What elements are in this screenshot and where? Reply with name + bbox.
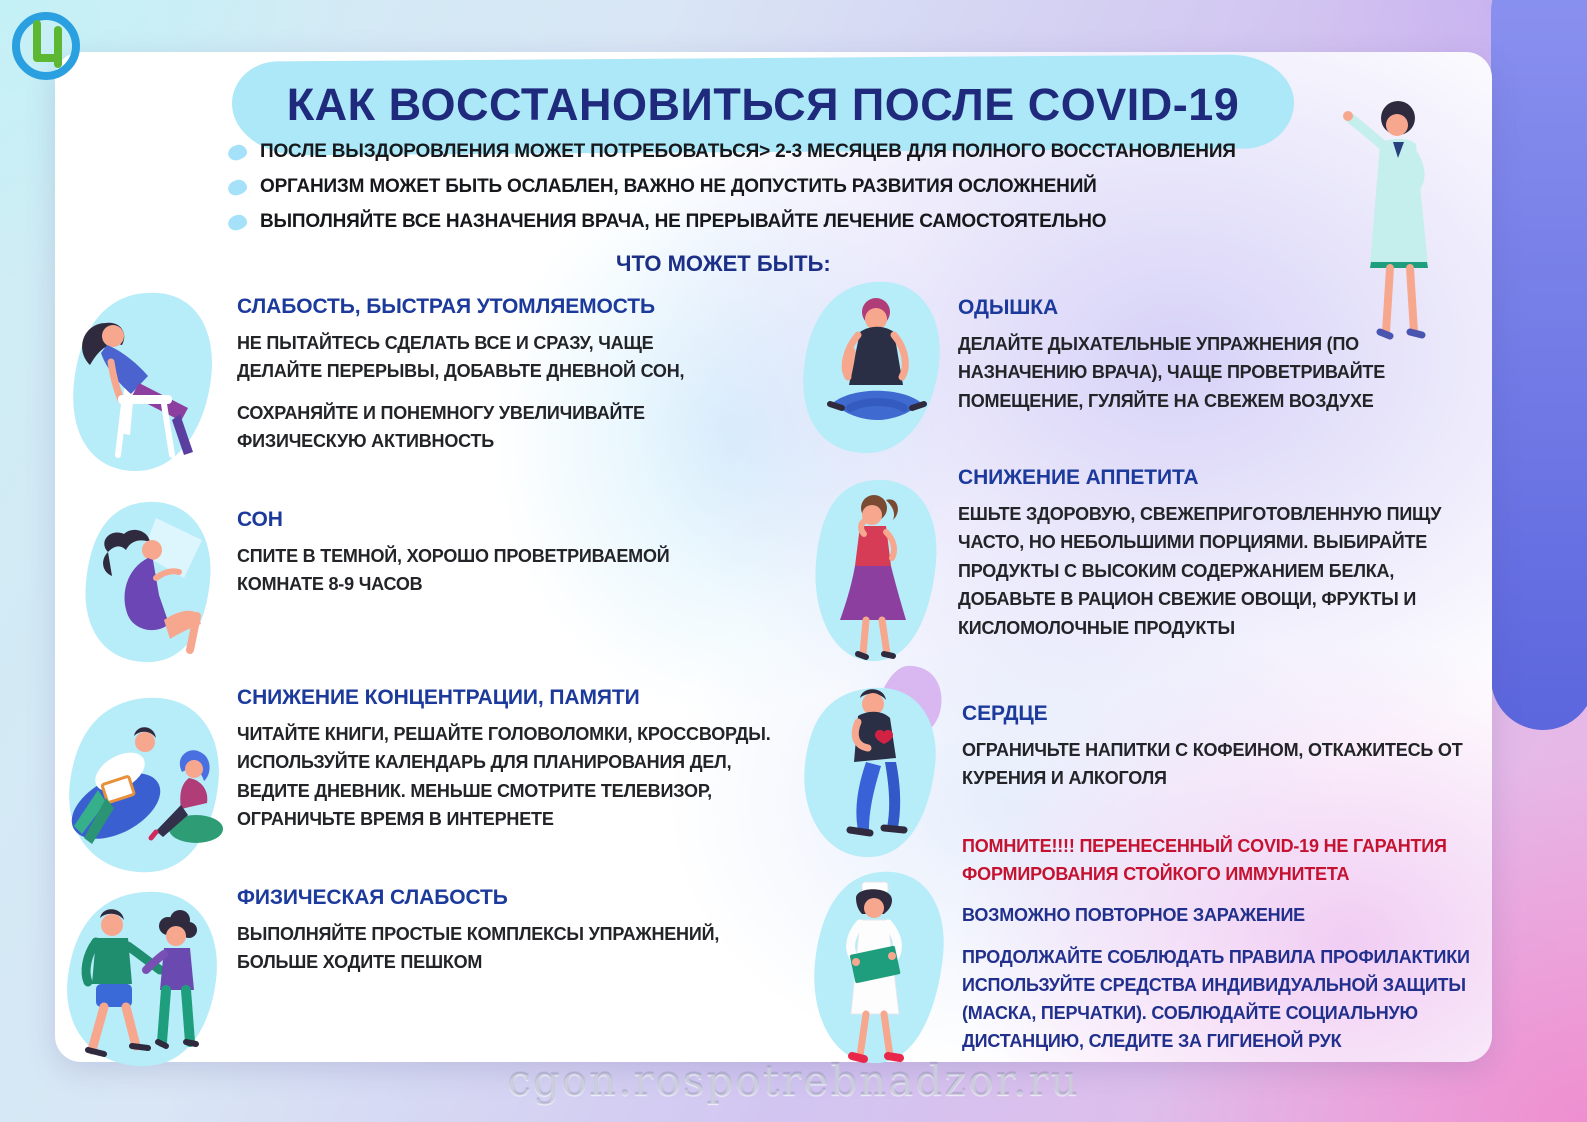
intro-bullet-text: ОРГАНИЗМ МОЖЕТ БЫТЬ ОСЛАБЛЕН, ВАЖНО НЕ ДОПУСТИТЬ РАЗВИТИЯ ОСЛОЖНЕНИЙ bbox=[260, 176, 1097, 197]
section-paragraph: ДЕЛАЙТЕ ДЫХАТЕЛЬНЫЕ УПРАЖНЕНИЯ (ПО НАЗНАЧЕНИЮ ВРАЧА), ЧАЩЕ ПРОВЕТРИВАЙТЕ ПОМЕЩЕНИЕ, ГУЛЯЙТЕ НА СВЕЖЕМ ВОЗДУХЕ bbox=[958, 334, 1386, 411]
section-physical-weakness bbox=[237, 886, 757, 990]
section-heart bbox=[962, 702, 1482, 806]
intro-bullet-text: ПОСЛЕ ВЫЗДОРОВЛЕНИЯ МОЖЕТ ПОТРЕБОВАТЬСЯ> 2-3 МЕСЯЦЕВ ДЛЯ ПОЛНОГО ВОССТАНОВЛЕНИЯ bbox=[260, 141, 1236, 162]
section-heading: СНИЖЕНИЕ КОНЦЕНТРАЦИИ, ПАМЯТИ bbox=[237, 686, 640, 709]
section-sleep bbox=[237, 508, 742, 612]
intro-bullet-row bbox=[228, 211, 1468, 233]
section-paragraph: ЕШЬТЕ ЗДОРОВУЮ, СВЕЖЕПРИГОТОВЛЕННУЮ ПИЩУ ЧАСТО, НО НЕБОЛЬШИМИ ПОРЦИЯМИ. ВЫБИРАЙТЕ ПРОДУКТЫ С ВЫСОКИМ СОДЕРЖАНИЕМ БЕЛКА, ДОБАВЬТЕ В РАЦИОН СВЕЖИЕ ОВОЩИ, ФРУКТЫ И КИСЛОМОЛОЧНЫЕ ПРОДУКТЫ bbox=[958, 504, 1442, 638]
blob-bullet-icon bbox=[227, 213, 249, 232]
section-concentration bbox=[237, 686, 782, 847]
section-paragraph: ВЫПОЛНЯЙТЕ ПРОСТЫЕ КОМПЛЕКСЫ УПРАЖНЕНИЙ, БОЛЬШЕ ХОДИТЕ ПЕШКОМ bbox=[237, 924, 720, 973]
section-heading: СЕРДЦЕ bbox=[962, 702, 1048, 725]
eating-woman-illustration bbox=[800, 468, 950, 673]
section-appetite bbox=[958, 466, 1478, 655]
section-heading: ОДЫШКА bbox=[958, 296, 1059, 319]
blob-bullet-icon bbox=[227, 143, 249, 162]
watermark-url: cgon.rospotrebnadzor.ru bbox=[507, 1056, 1080, 1105]
meditating-woman-illustration bbox=[790, 272, 955, 462]
section-heading: СНИЖЕНИЕ АППЕТИТА bbox=[958, 466, 1199, 489]
section-paragraph: ОГРАНИЧЬТЕ НАПИТКИ С КОФЕИНОМ, ОТКАЖИТЕСЬ ОТ КУРЕНИЯ И АЛКОГОЛЯ bbox=[962, 740, 1463, 789]
section-heading: СОН bbox=[237, 508, 283, 531]
section-shortness-of-breath bbox=[958, 296, 1463, 428]
blob-bullet-icon bbox=[227, 178, 249, 197]
section-paragraph: СПИТЕ В ТЕМНОЙ, ХОРОШО ПРОВЕТРИВАЕМОЙ КОМНАТЕ 8-9 ЧАСОВ bbox=[237, 546, 670, 595]
section-paragraph: СОХРАНЯЙТЕ И ПОНЕМНОГУ УВЕЛИЧИВАЙТЕ ФИЗИЧЕСКУЮ АКТИВНОСТЬ bbox=[237, 402, 645, 452]
section-paragraph: НЕ ПЫТАЙТЕСЬ СДЕЛАТЬ ВСЕ И СРАЗУ, ЧАЩЕ ДЕЛАЙТЕ ПЕРЕРЫВЫ, ДОБАВЬТЕ ДНЕВНОЙ СОН, bbox=[237, 333, 685, 382]
nurse-with-clipboard-illustration bbox=[798, 862, 958, 1077]
cgon-logo-icon bbox=[6, 6, 86, 86]
intro-bullet-row bbox=[228, 141, 1468, 163]
warning-reinfection: ВОЗМОЖНО ПОВТОРНОЕ ЗАРАЖЕНИЕ bbox=[962, 905, 1305, 925]
warning-no-immunity: ПОМНИТЕ!!!! ПЕРЕНЕСЕННЫЙ COVID-19 НЕ ГАРАНТИЯ ФОРМИРОВАНИЯ СТОЙКОГО ИММУНИТЕТА bbox=[962, 836, 1447, 884]
tired-woman-on-chair-illustration bbox=[60, 283, 228, 481]
section-weakness bbox=[237, 295, 742, 469]
subtitle-what-may-happen: ЧТО МОЖЕТ БЫТЬ: bbox=[616, 251, 831, 276]
intro-bullet-text: ВЫПОЛНЯЙТЕ ВСЕ НАЗНАЧЕНИЯ ВРАЧА, НЕ ПРЕРЫВАЙТЕ ЛЕЧЕНИЕ САМОСТОЯТЕЛЬНО bbox=[260, 211, 1107, 232]
section-heading: СЛАБОСТЬ, БЫСТРАЯ УТОМЛЯЕМОСТЬ bbox=[237, 295, 656, 318]
intro-bullets bbox=[228, 141, 1468, 246]
section-paragraph: ЧИТАЙТЕ КНИГИ, РЕШАЙТЕ ГОЛОВОЛОМКИ, КРОССВОРДЫ. ИСПОЛЬЗУЙТЕ КАЛЕНДАРЬ ДЛЯ ПЛАНИРОВАНИЯ ДЕЛ, ВЕДИТЕ ДНЕВНИК. МЕНЬШЕ СМОТРИТЕ ТЕЛЕВИЗОР, ОГРАНИЧЬТЕ ВРЕМЯ В ИНТЕРНЕТЕ bbox=[237, 724, 771, 830]
intro-bullet-row bbox=[228, 176, 1468, 198]
page-title: КАК ВОССТАНОВИТЬСЯ ПОСЛЕ COVID-19 bbox=[286, 79, 1240, 130]
section-heading: ФИЗИЧЕСКАЯ СЛАБОСТЬ bbox=[237, 886, 508, 909]
sleeping-woman-illustration bbox=[72, 492, 222, 672]
walking-couple-illustration bbox=[48, 878, 238, 1076]
background-blue-strip bbox=[1491, 0, 1587, 730]
final-advice: ПРОДОЛЖАЙТЕ СОБЛЮДАТЬ ПРАВИЛА ПРОФИЛАКТИКИ ИСПОЛЬЗУЙТЕ СРЕДСТВА ИНДИВИДУАЛЬНОЙ ЗАЩИТЫ (МАСКА, ПЕРЧАТКИ). СОБЛЮДАЙТЕ СОЦИАЛЬНУЮ ДИСТАНЦИЮ, СЛЕДИТЕ ЗА ГИГИЕНОЙ РУК bbox=[962, 947, 1470, 1051]
people-reading-illustration bbox=[52, 686, 237, 881]
man-chest-pain-illustration bbox=[788, 660, 953, 870]
